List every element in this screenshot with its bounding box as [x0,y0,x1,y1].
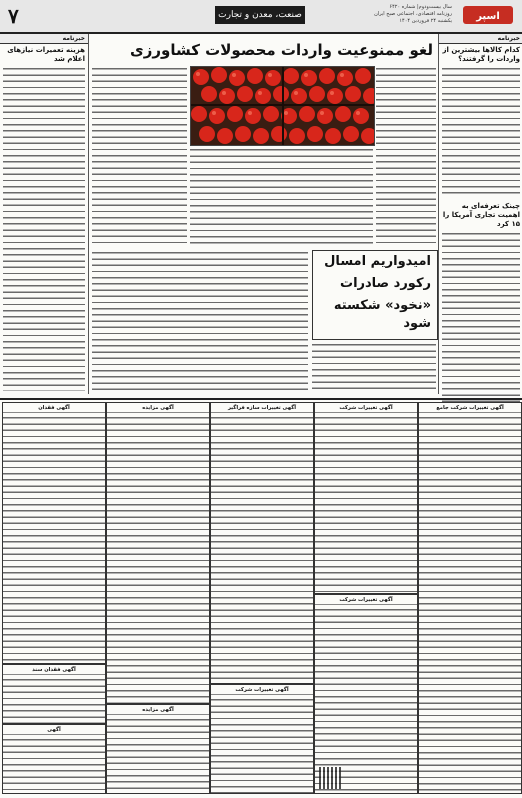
sub-headline-line-2: رکورد صادرات [340,276,431,291]
ad-title-5: آگهی تغییرات شرکت [211,685,313,695]
sub-body-column-b [92,250,308,394]
svg-text:اسپر: اسپر [476,11,500,22]
left-news-column [0,34,89,394]
ad-body-4 [211,415,313,684]
left-headline: هزینه تعمیرات نیازهای اعلام شد [7,46,85,63]
ad-body-10 [3,737,105,794]
ad-body-2 [315,415,417,594]
main-story-text-left [92,66,187,244]
ad-body-7 [107,717,209,794]
ad-title-6: آگهی مزایده [107,403,209,413]
sub-headline-line-3: «نخود» شکسته شود [333,298,431,331]
main-body-column-b [92,66,187,244]
section-title: صنعت، معدن و تجارت [215,6,305,24]
tomato-image [191,67,374,145]
main-body-column-a [376,66,436,244]
right-body-text-1 [442,66,520,196]
masthead-info [302,4,452,25]
right-column-tag: خبرنامه [439,34,522,44]
tomato-crates-photo [190,66,375,146]
ad-title-7: آگهی مزایده [107,705,209,715]
ad-title-4: آگهی تغییرات سازه فراگیر [211,403,313,413]
ad-title-9: آگهی فقدان سند [3,665,105,675]
ad-block-10 [2,724,106,794]
main-story-text-right [376,66,436,244]
ad-block-6 [106,402,210,704]
ad-title-3: آگهی تغییرات شرکت [315,595,417,605]
sub-story-text-a [312,342,436,394]
ad-title-8: آگهی فقدان [3,403,105,413]
ad-body-6 [107,415,209,704]
ad-block-3 [314,594,418,794]
ad-block-7 [106,704,210,794]
ad-title-10: آگهی [3,725,105,735]
right-headline-2: چینک تعرفه‌ای به اهمیت تجاری آمریکا را ۱۵ کرد [442,202,520,228]
sub-body-column-a [312,342,436,394]
sub-story-headline-box [312,250,438,340]
ad-title-1: آگهی تغییرات شرکت جامع [419,403,521,413]
ad-body-3 [315,607,417,794]
right-body-text-2 [442,231,520,421]
ad-block-4 [210,402,314,684]
main-headline: لغو ممنوعیت واردات محصولات کشاورزی [129,41,433,59]
logo-mark [462,2,514,28]
ad-block-8 [2,402,106,664]
issue-line: سال بیست‌ودوم| شماره ۶۴۲۰ [389,4,452,10]
newspaper-logo [462,2,514,28]
qr-code [319,767,341,789]
page-number: ۷ [8,4,19,28]
sub-story-text-b [92,250,308,394]
issue-date: یکشنبه ۲۴ فروردین ۱۴۰۴ [399,18,452,24]
ad-body-5 [211,697,313,794]
ad-body-1 [419,415,521,794]
left-column-tag: خبرنامه [0,34,88,44]
ad-block-9 [2,664,106,724]
ads-divider [0,398,522,400]
ad-block-2 [314,402,418,594]
main-story-text-under-photo [190,147,373,244]
page-header [0,0,522,34]
left-body-text [3,66,85,391]
ad-body-8 [3,415,105,664]
right-headline-1: کدام کالاها بیشترین از واردات را گرفتند؟ [442,46,520,63]
ad-block-1 [418,402,522,794]
main-body-column-c [190,147,373,244]
tagline: روزنامه اقتصادی، اجتماعی صبح ایران [374,11,452,17]
ad-body-9 [3,677,105,724]
ad-title-2: آگهی تغییرات شرکت [315,403,417,413]
right-news-column [438,34,522,394]
sub-headline-line-1: امیدواریم امسال [324,254,431,269]
ad-block-5 [210,684,314,794]
